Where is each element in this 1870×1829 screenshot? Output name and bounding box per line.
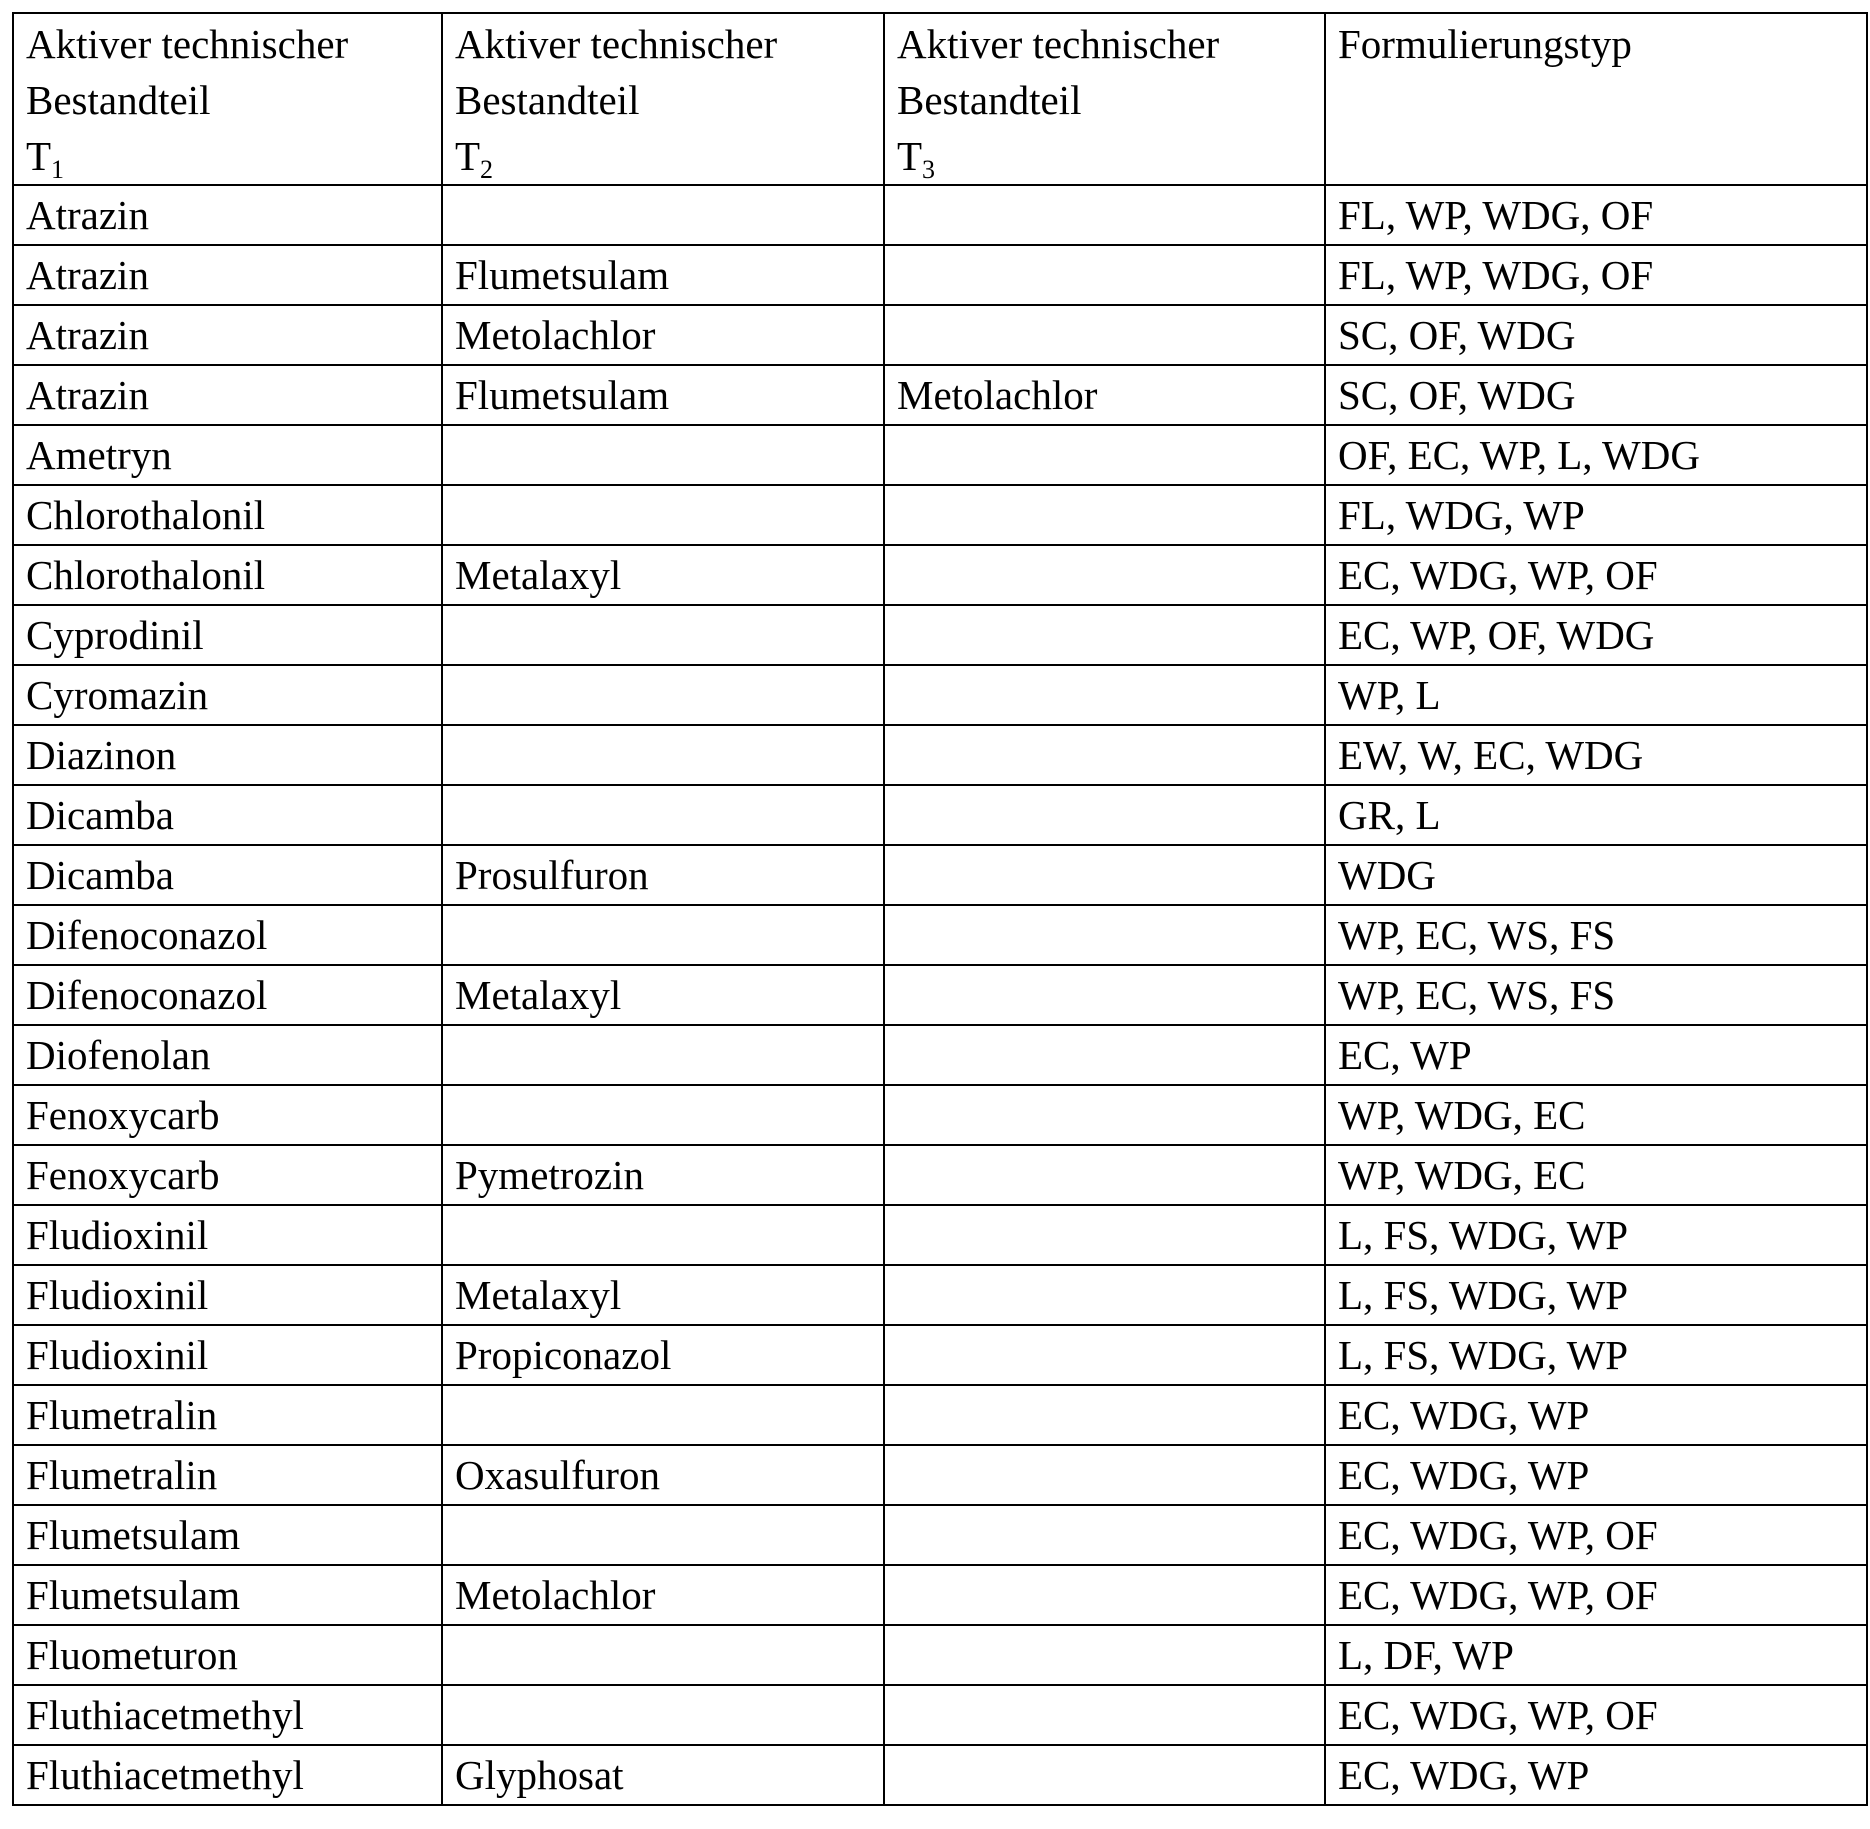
ingredient-t3-cell (884, 1085, 1325, 1145)
table-row (13, 1745, 1867, 1805)
header-line: Formulierungstyp (1338, 16, 1854, 72)
ingredient-t3-cell: Metolachlor (884, 365, 1325, 425)
formulation-type-cell: L, FS, WDG, WP (1325, 1265, 1867, 1325)
ingredient-t1-cell: Atrazin (13, 305, 442, 365)
ingredient-t2-cell: Flumetsulam (442, 245, 884, 305)
table-row (13, 1565, 1867, 1625)
ingredient-t2-cell: Prosulfuron (442, 845, 884, 905)
ingredient-t3-cell (884, 245, 1325, 305)
table-row (13, 605, 1867, 665)
formulation-type-cell: EC, WDG, WP, OF (1325, 545, 1867, 605)
ingredient-t1-cell: Fludioxinil (13, 1205, 442, 1265)
ingredient-t1-cell: Dicamba (13, 785, 442, 845)
ingredient-t3-cell (884, 305, 1325, 365)
formulation-type-cell: FL, WDG, WP (1325, 485, 1867, 545)
symbol-subscript: 2 (480, 155, 493, 184)
formulation-type-cell: OF, EC, WP, L, WDG (1325, 425, 1867, 485)
ingredient-t1-cell: Atrazin (13, 245, 442, 305)
symbol: T (897, 133, 922, 179)
header-symbol (455, 128, 871, 184)
table-row (13, 1145, 1867, 1205)
symbol-subscript: 1 (51, 155, 64, 184)
header-symbol (897, 128, 1312, 184)
column-header (1325, 13, 1867, 185)
table-row (13, 185, 1867, 245)
formulation-type-cell: EC, WDG, WP (1325, 1385, 1867, 1445)
formulation-type-cell: WDG (1325, 845, 1867, 905)
ingredient-t3-cell (884, 665, 1325, 725)
ingredient-t3-cell (884, 905, 1325, 965)
ingredient-t1-cell: Fenoxycarb (13, 1085, 442, 1145)
table-row (13, 845, 1867, 905)
symbol: T (26, 133, 51, 179)
ingredient-t2-cell: Flumetsulam (442, 365, 884, 425)
formulation-type-cell: L, DF, WP (1325, 1625, 1867, 1685)
ingredient-t2-cell (442, 1085, 884, 1145)
table-row (13, 785, 1867, 845)
ingredient-t1-cell: Chlorothalonil (13, 485, 442, 545)
ingredient-t1-cell: Diofenolan (13, 1025, 442, 1085)
formulation-type-cell: EC, WDG, WP, OF (1325, 1505, 1867, 1565)
ingredient-t1-cell: Difenoconazol (13, 905, 442, 965)
ingredient-t3-cell (884, 785, 1325, 845)
ingredient-t3-cell (884, 545, 1325, 605)
ingredient-t2-cell (442, 605, 884, 665)
ingredient-t3-cell (884, 845, 1325, 905)
formulation-type-cell: EC, WP, OF, WDG (1325, 605, 1867, 665)
formulation-type-cell: EC, WDG, WP (1325, 1745, 1867, 1805)
ingredient-t2-cell (442, 1685, 884, 1745)
formulation-type-cell: FL, WP, WDG, OF (1325, 245, 1867, 305)
table-row (13, 305, 1867, 365)
ingredient-t1-cell: Difenoconazol (13, 965, 442, 1025)
ingredient-t3-cell (884, 1565, 1325, 1625)
table-row (13, 545, 1867, 605)
table-row (13, 1505, 1867, 1565)
ingredient-t3-cell (884, 1145, 1325, 1205)
ingredient-t1-cell: Atrazin (13, 365, 442, 425)
formulation-type-cell: L, FS, WDG, WP (1325, 1325, 1867, 1385)
ingredient-t2-cell (442, 905, 884, 965)
column-header (13, 13, 442, 185)
table-row (13, 1445, 1867, 1505)
ingredient-t3-cell (884, 1745, 1325, 1805)
ingredient-t1-cell: Fludioxinil (13, 1265, 442, 1325)
ingredient-t2-cell (442, 1625, 884, 1685)
ingredient-t1-cell: Cyprodinil (13, 605, 442, 665)
ingredient-t1-cell: Ametryn (13, 425, 442, 485)
ingredient-t3-cell (884, 1685, 1325, 1745)
table-row (13, 1085, 1867, 1145)
ingredient-t3-cell (884, 1625, 1325, 1685)
formulation-type-cell: SC, OF, WDG (1325, 305, 1867, 365)
ingredient-t2-cell: Oxasulfuron (442, 1445, 884, 1505)
ingredient-t1-cell: Fluthiacetmethyl (13, 1745, 442, 1805)
formulation-type-cell: GR, L (1325, 785, 1867, 845)
formulation-type-cell: EC, WDG, WP, OF (1325, 1685, 1867, 1745)
ingredient-t3-cell (884, 425, 1325, 485)
ingredient-t2-cell: Pymetrozin (442, 1145, 884, 1205)
ingredient-t2-cell: Metolachlor (442, 305, 884, 365)
header-line: Bestandteil (897, 72, 1312, 128)
ingredient-t1-cell: Diazinon (13, 725, 442, 785)
formulation-type-cell: WP, WDG, EC (1325, 1085, 1867, 1145)
formulation-type-cell: EC, WDG, WP, OF (1325, 1565, 1867, 1625)
table-row (13, 905, 1867, 965)
ingredient-t3-cell (884, 1385, 1325, 1445)
ingredient-t3-cell (884, 1445, 1325, 1505)
ingredient-t2-cell: Glyphosat (442, 1745, 884, 1805)
ingredient-t2-cell (442, 1205, 884, 1265)
column-header (442, 13, 884, 185)
formulation-type-cell: L, FS, WDG, WP (1325, 1205, 1867, 1265)
table-row (13, 1685, 1867, 1745)
ingredient-t1-cell: Flumetsulam (13, 1505, 442, 1565)
ingredient-t2-cell (442, 1505, 884, 1565)
header-line: Bestandteil (455, 72, 871, 128)
table-row (13, 485, 1867, 545)
ingredient-t1-cell: Fluthiacetmethyl (13, 1685, 442, 1745)
formulation-type-cell: SC, OF, WDG (1325, 365, 1867, 425)
ingredient-t3-cell (884, 185, 1325, 245)
table-row (13, 1205, 1867, 1265)
ingredient-t1-cell: Fluometuron (13, 1625, 442, 1685)
header-row (13, 13, 1867, 185)
header-symbol (26, 128, 429, 184)
formulation-type-cell: WP, EC, WS, FS (1325, 965, 1867, 1025)
table-row (13, 1325, 1867, 1385)
ingredient-t3-cell (884, 1505, 1325, 1565)
ingredient-t2-cell: Propiconazol (442, 1325, 884, 1385)
ingredient-t2-cell (442, 785, 884, 845)
ingredient-t1-cell: Cyromazin (13, 665, 442, 725)
ingredient-t3-cell (884, 1025, 1325, 1085)
ingredient-t1-cell: Fludioxinil (13, 1325, 442, 1385)
symbol: T (455, 133, 480, 179)
ingredient-t2-cell (442, 725, 884, 785)
table-row (13, 1025, 1867, 1085)
table-row (13, 1385, 1867, 1445)
formulation-type-cell: WP, L (1325, 665, 1867, 725)
table-row (13, 1625, 1867, 1685)
ingredient-t1-cell: Atrazin (13, 185, 442, 245)
formulation-table (12, 12, 1868, 1806)
header-line: Aktiver technischer (455, 16, 871, 72)
ingredient-t2-cell (442, 665, 884, 725)
header-line: Aktiver technischer (26, 16, 429, 72)
ingredient-t3-cell (884, 965, 1325, 1025)
ingredient-t2-cell (442, 1385, 884, 1445)
table-row (13, 365, 1867, 425)
ingredient-t3-cell (884, 1265, 1325, 1325)
formulation-type-cell: EC, WP (1325, 1025, 1867, 1085)
formulation-type-cell: FL, WP, WDG, OF (1325, 185, 1867, 245)
ingredient-t2-cell: Metalaxyl (442, 965, 884, 1025)
formulation-type-cell: EW, W, EC, WDG (1325, 725, 1867, 785)
header-line: Bestandteil (26, 72, 429, 128)
ingredient-t1-cell: Dicamba (13, 845, 442, 905)
table-row (13, 425, 1867, 485)
ingredient-t1-cell: Flumetralin (13, 1385, 442, 1445)
ingredient-t1-cell: Flumetralin (13, 1445, 442, 1505)
ingredient-t1-cell: Flumetsulam (13, 1565, 442, 1625)
ingredient-t3-cell (884, 1205, 1325, 1265)
ingredient-t1-cell: Fenoxycarb (13, 1145, 442, 1205)
column-header (884, 13, 1325, 185)
ingredient-t2-cell: Metalaxyl (442, 1265, 884, 1325)
ingredient-t2-cell (442, 485, 884, 545)
formulation-type-cell: EC, WDG, WP (1325, 1445, 1867, 1505)
ingredient-t3-cell (884, 485, 1325, 545)
ingredient-t2-cell (442, 1025, 884, 1085)
ingredient-t1-cell: Chlorothalonil (13, 545, 442, 605)
ingredient-t2-cell: Metalaxyl (442, 545, 884, 605)
table-row (13, 725, 1867, 785)
formulation-type-cell: WP, EC, WS, FS (1325, 905, 1867, 965)
header-line: Aktiver technischer (897, 16, 1312, 72)
table-row (13, 965, 1867, 1025)
formulation-type-cell: WP, WDG, EC (1325, 1145, 1867, 1205)
symbol-subscript: 3 (922, 155, 935, 184)
ingredient-t3-cell (884, 725, 1325, 785)
ingredient-t2-cell (442, 425, 884, 485)
table-row (13, 245, 1867, 305)
table-row (13, 1265, 1867, 1325)
ingredient-t2-cell: Metolachlor (442, 1565, 884, 1625)
ingredient-t3-cell (884, 605, 1325, 665)
table-row (13, 665, 1867, 725)
ingredient-t3-cell (884, 1325, 1325, 1385)
ingredient-t2-cell (442, 185, 884, 245)
